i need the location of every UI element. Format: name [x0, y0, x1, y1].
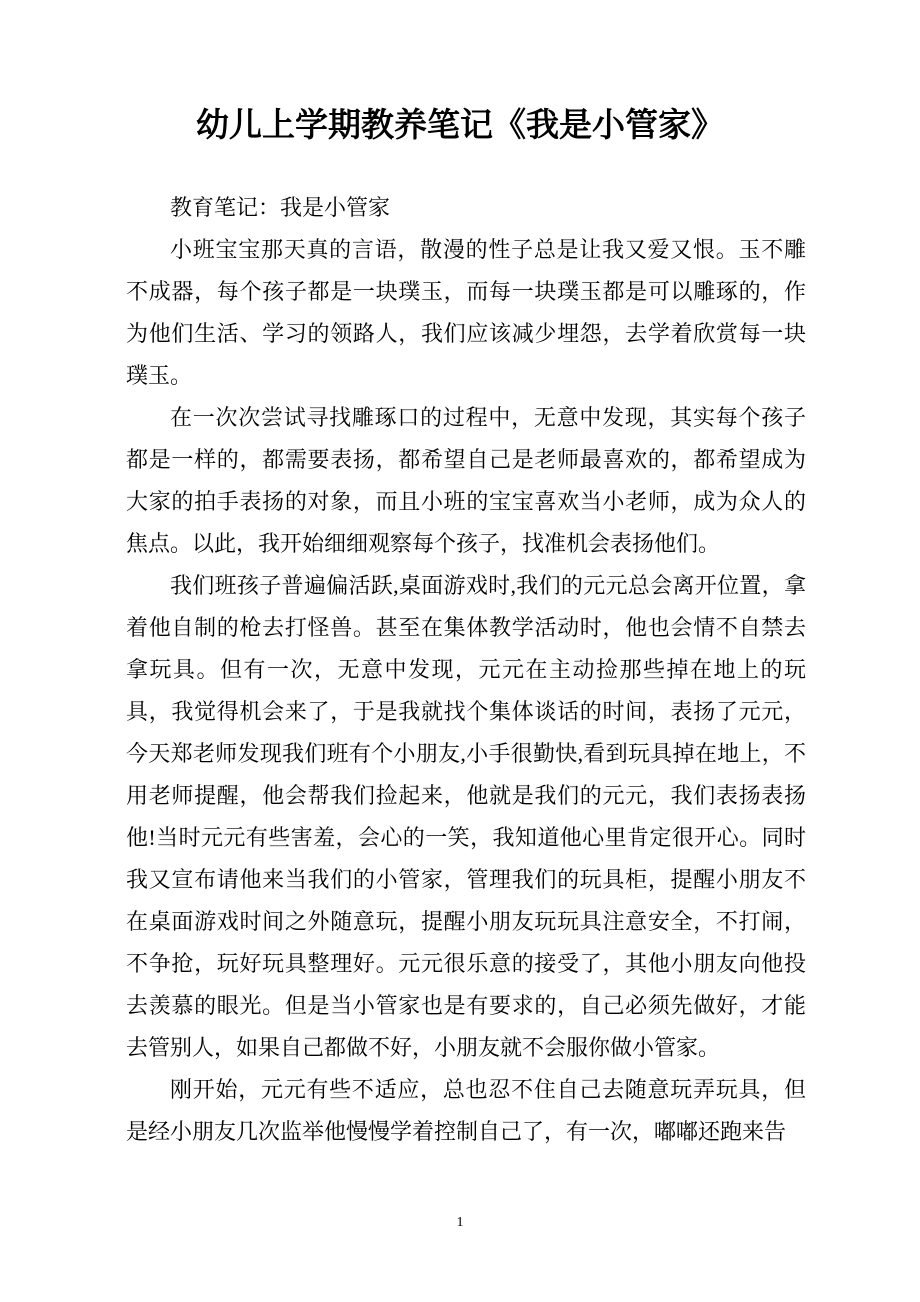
paragraph-note-heading: 教育笔记：我是小管家: [170, 195, 391, 221]
paragraph: 我们班孩子普遍偏活跃,桌面游戏时,我们的元元总会离开位置，拿着他自制的枪去打怪兽。甚至在集体教学活动时，他也会情不自禁去拿玩具。但有一次，无意中发现，元元在主动捡那些掉在地上的玩具，我觉得机会来了，于是我就找个集体谈话的时间，表扬了元元，今天郑老师发现我们班有个小朋友,小手很勤快,看到玩具掉在地上，不用老师提醒，他会帮我们捡起来，他就是我们的元元，我们表扬表扬他!当时元元有些害羞，会心的一笑，我知道他心里肯定很开心。同时我又宣布请他来当我们的小管家，管理我们的玩具柜，提醒小朋友不在桌面游戏时间之外随意玩，提醒小朋友玩玩具注意安全，不打闹，不争抢，玩好玩具整理好。元元很乐意的接受了，其他小朋友向他投去羡慕的眼光。但是当小管家也是有要求的，自己必须先做好，才能去管别人，如果自己都做不好，小朋友就不会服你做小管家。: [126, 573, 806, 1061]
paragraph: 刚开始，元元有些不适应，总也忍不住自己去随意玩弄玩具，但是经小朋友几次监举他慢慢学着控制自己了，有一次，嘟嘟还跑来告: [126, 1077, 806, 1145]
page-number: 1: [456, 1215, 464, 1230]
paragraph: 小班宝宝那天真的言语，散漫的性子总是让我又爱又恨。玉不雕不成器，每个孩子都是一块璞玉，而每一块璞玉都是可以雕琢的，作为他们生活、学习的领路人，我们应该减少埋怨，去学着欣赏每一块璞玉。: [126, 237, 806, 389]
paragraph: 在一次次尝试寻找雕琢口的过程中，无意中发现，其实每个孩子都是一样的，都需要表扬，都希望自己是老师最喜欢的，都希望成为大家的拍手表扬的对象，而且小班的宝宝喜欢当小老师，成为众人的焦点。以此，我开始细细观察每个孩子，找准机会表扬他们。: [126, 405, 806, 557]
document-body: [126, 187, 806, 1153]
page-title: 幼儿上学期教养笔记《我是小管家》: [196, 108, 724, 144]
